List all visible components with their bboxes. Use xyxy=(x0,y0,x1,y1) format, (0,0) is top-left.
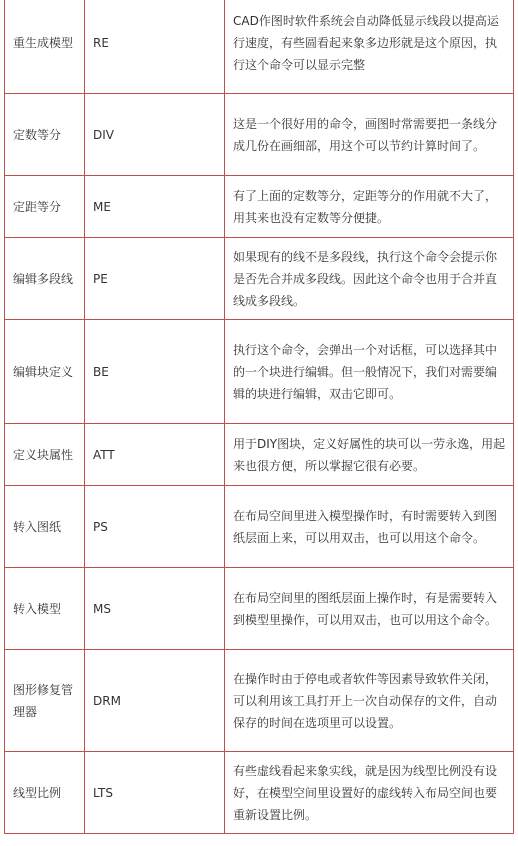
command-code-cell: LTS xyxy=(85,752,225,834)
command-code-cell: MS xyxy=(85,568,225,650)
command-description-cell: 用于DIY图块，定义好属性的块可以一劳永逸，用起来也很方便，所以掌握它很有必要。 xyxy=(225,424,514,486)
command-code-cell: PS xyxy=(85,486,225,568)
table-row xyxy=(5,94,514,176)
command-description-cell: CAD作图时软件系统会自动降低显示线段以提高运行速度，有些圆看起来象多边形就是这个原因，执行这个命令可以显示完整 xyxy=(225,0,514,94)
command-code-cell: BE xyxy=(85,320,225,424)
table-row xyxy=(5,0,514,94)
command-name-cell: 定义块属性 xyxy=(5,424,85,486)
table-row xyxy=(5,238,514,320)
table-row xyxy=(5,486,514,568)
command-description-cell: 这是一个很好用的命令，画图时常需要把一条线分成几份在画细部，用这个可以节约计算时间了。 xyxy=(225,94,514,176)
command-description-cell: 如果现有的线不是多段线，执行这个命令会提示你是否先合并成多段线。因此这个命令也用于合并直线成多段线。 xyxy=(225,238,514,320)
table-row xyxy=(5,424,514,486)
command-name-cell: 线型比例 xyxy=(5,752,85,834)
command-code-cell: DRM xyxy=(85,650,225,752)
command-name-cell: 图形修复管理器 xyxy=(5,650,85,752)
command-name-cell: 编辑多段线 xyxy=(5,238,85,320)
command-name-cell: 编辑块定义 xyxy=(5,320,85,424)
cad-command-table xyxy=(4,0,514,834)
table-row xyxy=(5,568,514,650)
table-row xyxy=(5,650,514,752)
command-name-cell: 转入模型 xyxy=(5,568,85,650)
command-name-cell: 重生成模型 xyxy=(5,0,85,94)
command-code-cell: RE xyxy=(85,0,225,94)
command-code-cell: DIV xyxy=(85,94,225,176)
command-code-cell: ATT xyxy=(85,424,225,486)
command-description-cell: 执行这个命令，会弹出一个对话框，可以选择其中的一个块进行编辑。但一般情况下，我们对需要编辑的块进行编辑，双击它即可。 xyxy=(225,320,514,424)
command-code-cell: PE xyxy=(85,238,225,320)
table-row xyxy=(5,320,514,424)
command-description-cell: 有些虚线看起来象实线，就是因为线型比例没有设好，在模型空间里设置好的虚线转入布局空间也要重新设置比例。 xyxy=(225,752,514,834)
command-description-cell: 在布局空间里的图纸层面上操作时，有是需要转入到模型里操作，可以用双击，也可以用这个命令。 xyxy=(225,568,514,650)
table-row xyxy=(5,176,514,238)
command-name-cell: 定距等分 xyxy=(5,176,85,238)
command-name-cell: 转入图纸 xyxy=(5,486,85,568)
command-description-cell: 在布局空间里进入模型操作时，有时需要转入到图纸层面上来，可以用双击，也可以用这个命令。 xyxy=(225,486,514,568)
command-description-cell: 在操作时由于停电或者软件等因素导致软件关闭，可以利用该工具打开上一次自动保存的文件，自动保存的时间在选项里可以设置。 xyxy=(225,650,514,752)
table-row xyxy=(5,752,514,834)
command-code-cell: ME xyxy=(85,176,225,238)
command-description-cell: 有了上面的定数等分，定距等分的作用就不大了，用其来也没有定数等分便捷。 xyxy=(225,176,514,238)
command-name-cell: 定数等分 xyxy=(5,94,85,176)
